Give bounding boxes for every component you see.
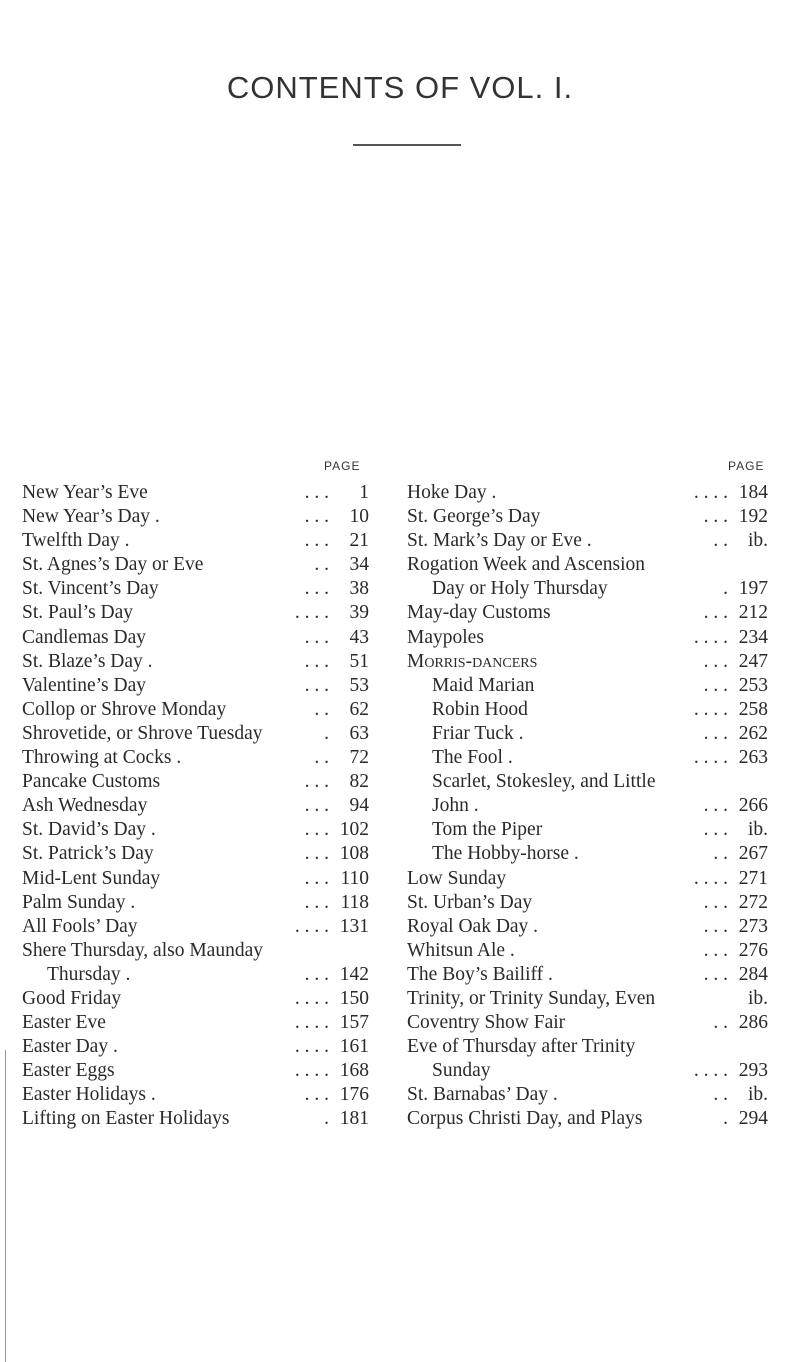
contents-entry	[407, 1059, 768, 1083]
entry-page-number: 284	[738, 963, 768, 985]
entry-page-number: 82	[349, 771, 369, 793]
entry-page-number: 271	[738, 867, 768, 889]
entry-title: Scarlet, Stokesley, and Little	[432, 771, 656, 793]
entry-leader-dots: . . .	[703, 963, 728, 985]
entry-page-number: 286	[738, 1012, 768, 1034]
contents-entry	[22, 818, 369, 842]
entry-page-number: 258	[738, 698, 768, 720]
entry-page-number: 212	[738, 602, 768, 624]
contents-entry	[22, 722, 369, 746]
entry-leader-dots: .	[324, 1108, 329, 1130]
entry-page-number: 197	[738, 578, 768, 600]
contents-entry	[407, 577, 768, 601]
contents-entry	[22, 770, 369, 794]
contents-entry	[407, 746, 768, 770]
entry-leader-dots: . . .	[304, 963, 329, 985]
entry-page-number: 263	[738, 747, 768, 769]
entry-leader-dots: . . . .	[693, 747, 728, 769]
entry-leader-dots: . .	[314, 747, 329, 769]
entry-title: Lifting on Easter Holidays	[22, 1108, 230, 1130]
right-column-heading: PAGE	[728, 459, 765, 473]
contents-entry	[22, 963, 369, 987]
entry-page-number: 118	[340, 891, 369, 913]
entry-page-number: ib.	[747, 530, 768, 552]
contents-entry	[22, 746, 369, 770]
entry-leader-dots: . . .	[304, 578, 329, 600]
contents-entry	[22, 794, 369, 818]
entry-leader-dots: . . .	[703, 939, 728, 961]
entry-leader-dots: . . .	[703, 915, 728, 937]
entry-title: Easter Holidays .	[22, 1084, 156, 1106]
entry-title: Palm Sunday .	[22, 891, 136, 913]
contents-entry	[407, 674, 768, 698]
entry-page-number: 247	[738, 650, 768, 672]
entry-page-number: 94	[349, 795, 369, 817]
entry-title: Royal Oak Day .	[407, 915, 539, 937]
entry-page-number: 184	[738, 482, 768, 503]
entry-leader-dots: . .	[314, 698, 329, 720]
entry-page-number: 51	[349, 650, 369, 672]
entry-title: Shrovetide, or Shrove Tuesday	[22, 722, 263, 744]
entry-leader-dots: . . . .	[294, 1036, 329, 1058]
entry-leader-dots: . . .	[703, 891, 728, 913]
entry-page-number: 39	[349, 602, 369, 624]
entry-leader-dots: .	[723, 1108, 728, 1130]
entry-page-number: 53	[349, 674, 369, 696]
entry-title: Sunday	[432, 1060, 491, 1082]
contents-entry	[22, 505, 369, 529]
entry-title: St. Barnabas’ Day .	[407, 1084, 558, 1106]
entry-page-number: 262	[738, 722, 768, 744]
entry-title: Throwing at Cocks .	[22, 747, 182, 769]
entry-title: John .	[432, 795, 479, 817]
entry-page-number: 34	[349, 554, 369, 576]
entry-title: Hoke Day .	[407, 482, 497, 503]
contents-entry	[407, 891, 768, 915]
entry-title: Robin Hood	[432, 698, 528, 720]
entry-page-number: 62	[349, 698, 369, 720]
entry-leader-dots: . .	[713, 530, 728, 552]
entry-page-number: 150	[339, 987, 369, 1009]
contents-entry	[407, 1011, 768, 1035]
entry-page-number: 43	[349, 626, 369, 648]
entry-leader-dots: . .	[314, 554, 329, 576]
entry-title: St. Mark’s Day or Eve .	[407, 530, 592, 552]
entry-title: Easter Eve	[22, 1012, 106, 1034]
entry-page-number: 276	[738, 939, 768, 961]
contents-entry	[407, 794, 768, 818]
entry-title: Ash Wednesday	[22, 795, 148, 817]
entry-page-number: 267	[738, 843, 768, 865]
entry-leader-dots: . .	[713, 1084, 728, 1106]
entry-title: St. Agnes’s Day or Eve	[22, 554, 204, 576]
entry-leader-dots: . . .	[304, 482, 329, 503]
entry-title: Whitsun Ale .	[407, 939, 515, 961]
entry-title: Collop or Shrove Monday	[22, 698, 227, 720]
contents-entry	[22, 553, 369, 577]
contents-entry	[407, 505, 768, 529]
entry-page-number: ib.	[747, 987, 768, 1009]
contents-entry	[407, 1083, 768, 1107]
entry-page-number: 294	[738, 1108, 768, 1130]
entry-page-number: 181	[339, 1108, 369, 1130]
entry-leader-dots: . . .	[304, 530, 329, 552]
entry-title: St. Urban’s Day	[407, 891, 533, 913]
right-contents-column	[407, 481, 768, 1132]
entry-page-number: 272	[738, 891, 768, 913]
entry-leader-dots: . . . .	[693, 626, 728, 648]
entry-page-number: 131	[339, 915, 369, 937]
entry-page-number: 63	[349, 722, 369, 744]
entry-title: Day or Holy Thursday	[432, 578, 608, 600]
entry-title: Morris-dancers	[407, 650, 538, 672]
contents-entry	[22, 915, 369, 939]
entry-title: All Fools’ Day	[22, 915, 138, 937]
entry-page-number: 266	[738, 795, 768, 817]
entry-leader-dots: . . .	[703, 506, 728, 528]
entry-page-number: 108	[339, 843, 369, 865]
entry-leader-dots: .	[324, 722, 329, 744]
entry-title: Low Sunday	[407, 867, 507, 889]
contents-entry	[407, 722, 768, 746]
entry-title: Coventry Show Fair	[407, 1012, 566, 1034]
entry-page-number: 176	[339, 1084, 369, 1106]
entry-title: Twelfth Day .	[22, 530, 130, 552]
entry-leader-dots: . . .	[703, 722, 728, 744]
entry-leader-dots: . . . .	[294, 1060, 329, 1082]
entry-page-number: 110	[340, 867, 369, 889]
entry-title: St. Blaze’s Day .	[22, 650, 153, 672]
entry-title: St. Patrick’s Day	[22, 843, 154, 865]
contents-entry	[407, 939, 768, 963]
entry-title: Maypoles	[407, 626, 484, 648]
entry-title: The Fool .	[432, 747, 513, 769]
entry-leader-dots: . . .	[304, 843, 329, 865]
entry-page-number: 161	[339, 1036, 369, 1058]
entry-title: Mid-Lent Sunday	[22, 867, 161, 889]
entry-leader-dots: . . .	[703, 795, 728, 817]
contents-entry	[22, 939, 369, 963]
entry-leader-dots: . . . .	[693, 482, 728, 503]
entry-leader-dots: . .	[713, 843, 728, 865]
entry-title: Eve of Thursday after Trinity	[407, 1036, 636, 1058]
entry-title: Pancake Customs	[22, 771, 161, 793]
entry-title: Shere Thursday, also Maunday	[22, 939, 263, 961]
contents-entry	[407, 626, 768, 650]
entry-leader-dots: . . .	[304, 650, 329, 672]
entry-leader-dots: . . . .	[693, 1060, 728, 1082]
entry-leader-dots: . . .	[304, 626, 329, 648]
entry-leader-dots: . . . .	[294, 1012, 329, 1034]
contents-entry	[407, 553, 768, 577]
entry-leader-dots: . . . .	[693, 698, 728, 720]
entry-page-number: 102	[339, 819, 369, 841]
entry-page-number: 1	[359, 482, 369, 503]
contents-entry	[407, 529, 768, 553]
contents-entry	[22, 891, 369, 915]
entry-title: May-day Customs	[407, 602, 551, 624]
entry-leader-dots: . . .	[304, 1084, 329, 1106]
contents-entry	[407, 650, 768, 674]
entry-title: St. Paul’s Day	[22, 602, 134, 624]
contents-entry	[22, 1059, 369, 1083]
entry-page-number: 168	[339, 1060, 369, 1082]
entry-leader-dots: . . .	[304, 867, 329, 889]
entry-page-number: 273	[738, 915, 768, 937]
entry-leader-dots: . . .	[703, 602, 728, 624]
contents-entry	[22, 867, 369, 891]
contents-entry	[22, 842, 369, 866]
entry-title: Easter Eggs	[22, 1060, 115, 1082]
contents-entry	[22, 1035, 369, 1059]
contents-entry	[22, 481, 369, 505]
entry-page-number: 142	[339, 963, 369, 985]
entry-page-number: 253	[738, 674, 768, 696]
contents-entry	[407, 987, 768, 1011]
entry-leader-dots: . . .	[304, 819, 329, 841]
entry-page-number: ib.	[747, 819, 768, 841]
contents-entry	[407, 1035, 768, 1059]
contents-entry	[22, 601, 369, 625]
entry-leader-dots: . . . .	[294, 602, 329, 624]
entry-leader-dots: . . . .	[693, 867, 728, 889]
entry-leader-dots: . . .	[703, 819, 728, 841]
entry-page-number: 293	[738, 1060, 768, 1082]
entry-leader-dots: . .	[713, 1012, 728, 1034]
entry-leader-dots: . . .	[304, 771, 329, 793]
entry-title: Tom the Piper	[432, 819, 543, 841]
entry-title: The Boy’s Bailiff .	[407, 963, 553, 985]
contents-entry	[407, 601, 768, 625]
title-rule	[353, 144, 461, 146]
contents-entry	[407, 481, 768, 505]
entry-page-number: 21	[349, 530, 369, 552]
contents-entry	[22, 698, 369, 722]
entry-leader-dots: . . .	[304, 674, 329, 696]
entry-page-number: 157	[339, 1012, 369, 1034]
entry-title: St. George’s Day	[407, 506, 541, 528]
entry-page-number: 72	[349, 747, 369, 769]
entry-title: St. Vincent’s Day	[22, 578, 159, 600]
entry-leader-dots: . . .	[304, 506, 329, 528]
contents-entry	[22, 577, 369, 601]
page-title: CONTENTS OF VOL. I.	[226, 70, 574, 105]
contents-entry	[407, 842, 768, 866]
contents-entry	[407, 818, 768, 842]
contents-entry	[22, 674, 369, 698]
entry-page-number: 10	[349, 506, 369, 528]
contents-entry	[407, 867, 768, 891]
entry-page-number: 234	[738, 626, 768, 648]
entry-leader-dots: . . .	[304, 891, 329, 913]
contents-entry	[22, 529, 369, 553]
left-column-heading: PAGE	[324, 459, 361, 473]
entry-leader-dots: . . .	[304, 795, 329, 817]
entry-leader-dots: .	[723, 578, 728, 600]
contents-entry	[407, 915, 768, 939]
page-edge-line	[5, 1050, 6, 1362]
entry-title: New Year’s Day .	[22, 506, 160, 528]
contents-entry	[407, 770, 768, 794]
entry-title: Good Friday	[22, 987, 122, 1009]
contents-entry	[22, 1011, 369, 1035]
contents-entry	[22, 987, 369, 1011]
entry-title: The Hobby-horse .	[432, 843, 579, 865]
left-contents-column	[22, 481, 369, 1132]
entry-title: Trinity, or Trinity Sunday, Even	[407, 987, 656, 1009]
entry-page-number: ib.	[747, 1084, 768, 1106]
entry-title: Friar Tuck .	[432, 722, 524, 744]
entry-title: New Year’s Eve	[22, 482, 148, 503]
contents-entry	[407, 698, 768, 722]
entry-page-number: 192	[738, 506, 768, 528]
entry-leader-dots: . . .	[703, 674, 728, 696]
entry-title: St. David’s Day .	[22, 819, 156, 841]
entry-title: Corpus Christi Day, and Plays	[407, 1108, 643, 1130]
contents-entry	[22, 1083, 369, 1107]
entry-title: Maid Marian	[432, 674, 535, 696]
entry-leader-dots: . . .	[703, 650, 728, 672]
entry-title: Rogation Week and Ascension	[407, 554, 645, 576]
entry-page-number: 38	[349, 578, 369, 600]
entry-title: Thursday .	[47, 963, 131, 985]
contents-entry	[22, 626, 369, 650]
contents-entry	[407, 963, 768, 987]
contents-entry	[407, 1107, 768, 1131]
contents-entry	[22, 1107, 369, 1131]
entry-leader-dots: . . . .	[294, 915, 329, 937]
entry-title: Valentine’s Day	[22, 674, 147, 696]
contents-entry	[22, 650, 369, 674]
entry-title: Candlemas Day	[22, 626, 147, 648]
entry-title: Easter Day .	[22, 1036, 118, 1058]
entry-leader-dots: . . . .	[294, 987, 329, 1009]
